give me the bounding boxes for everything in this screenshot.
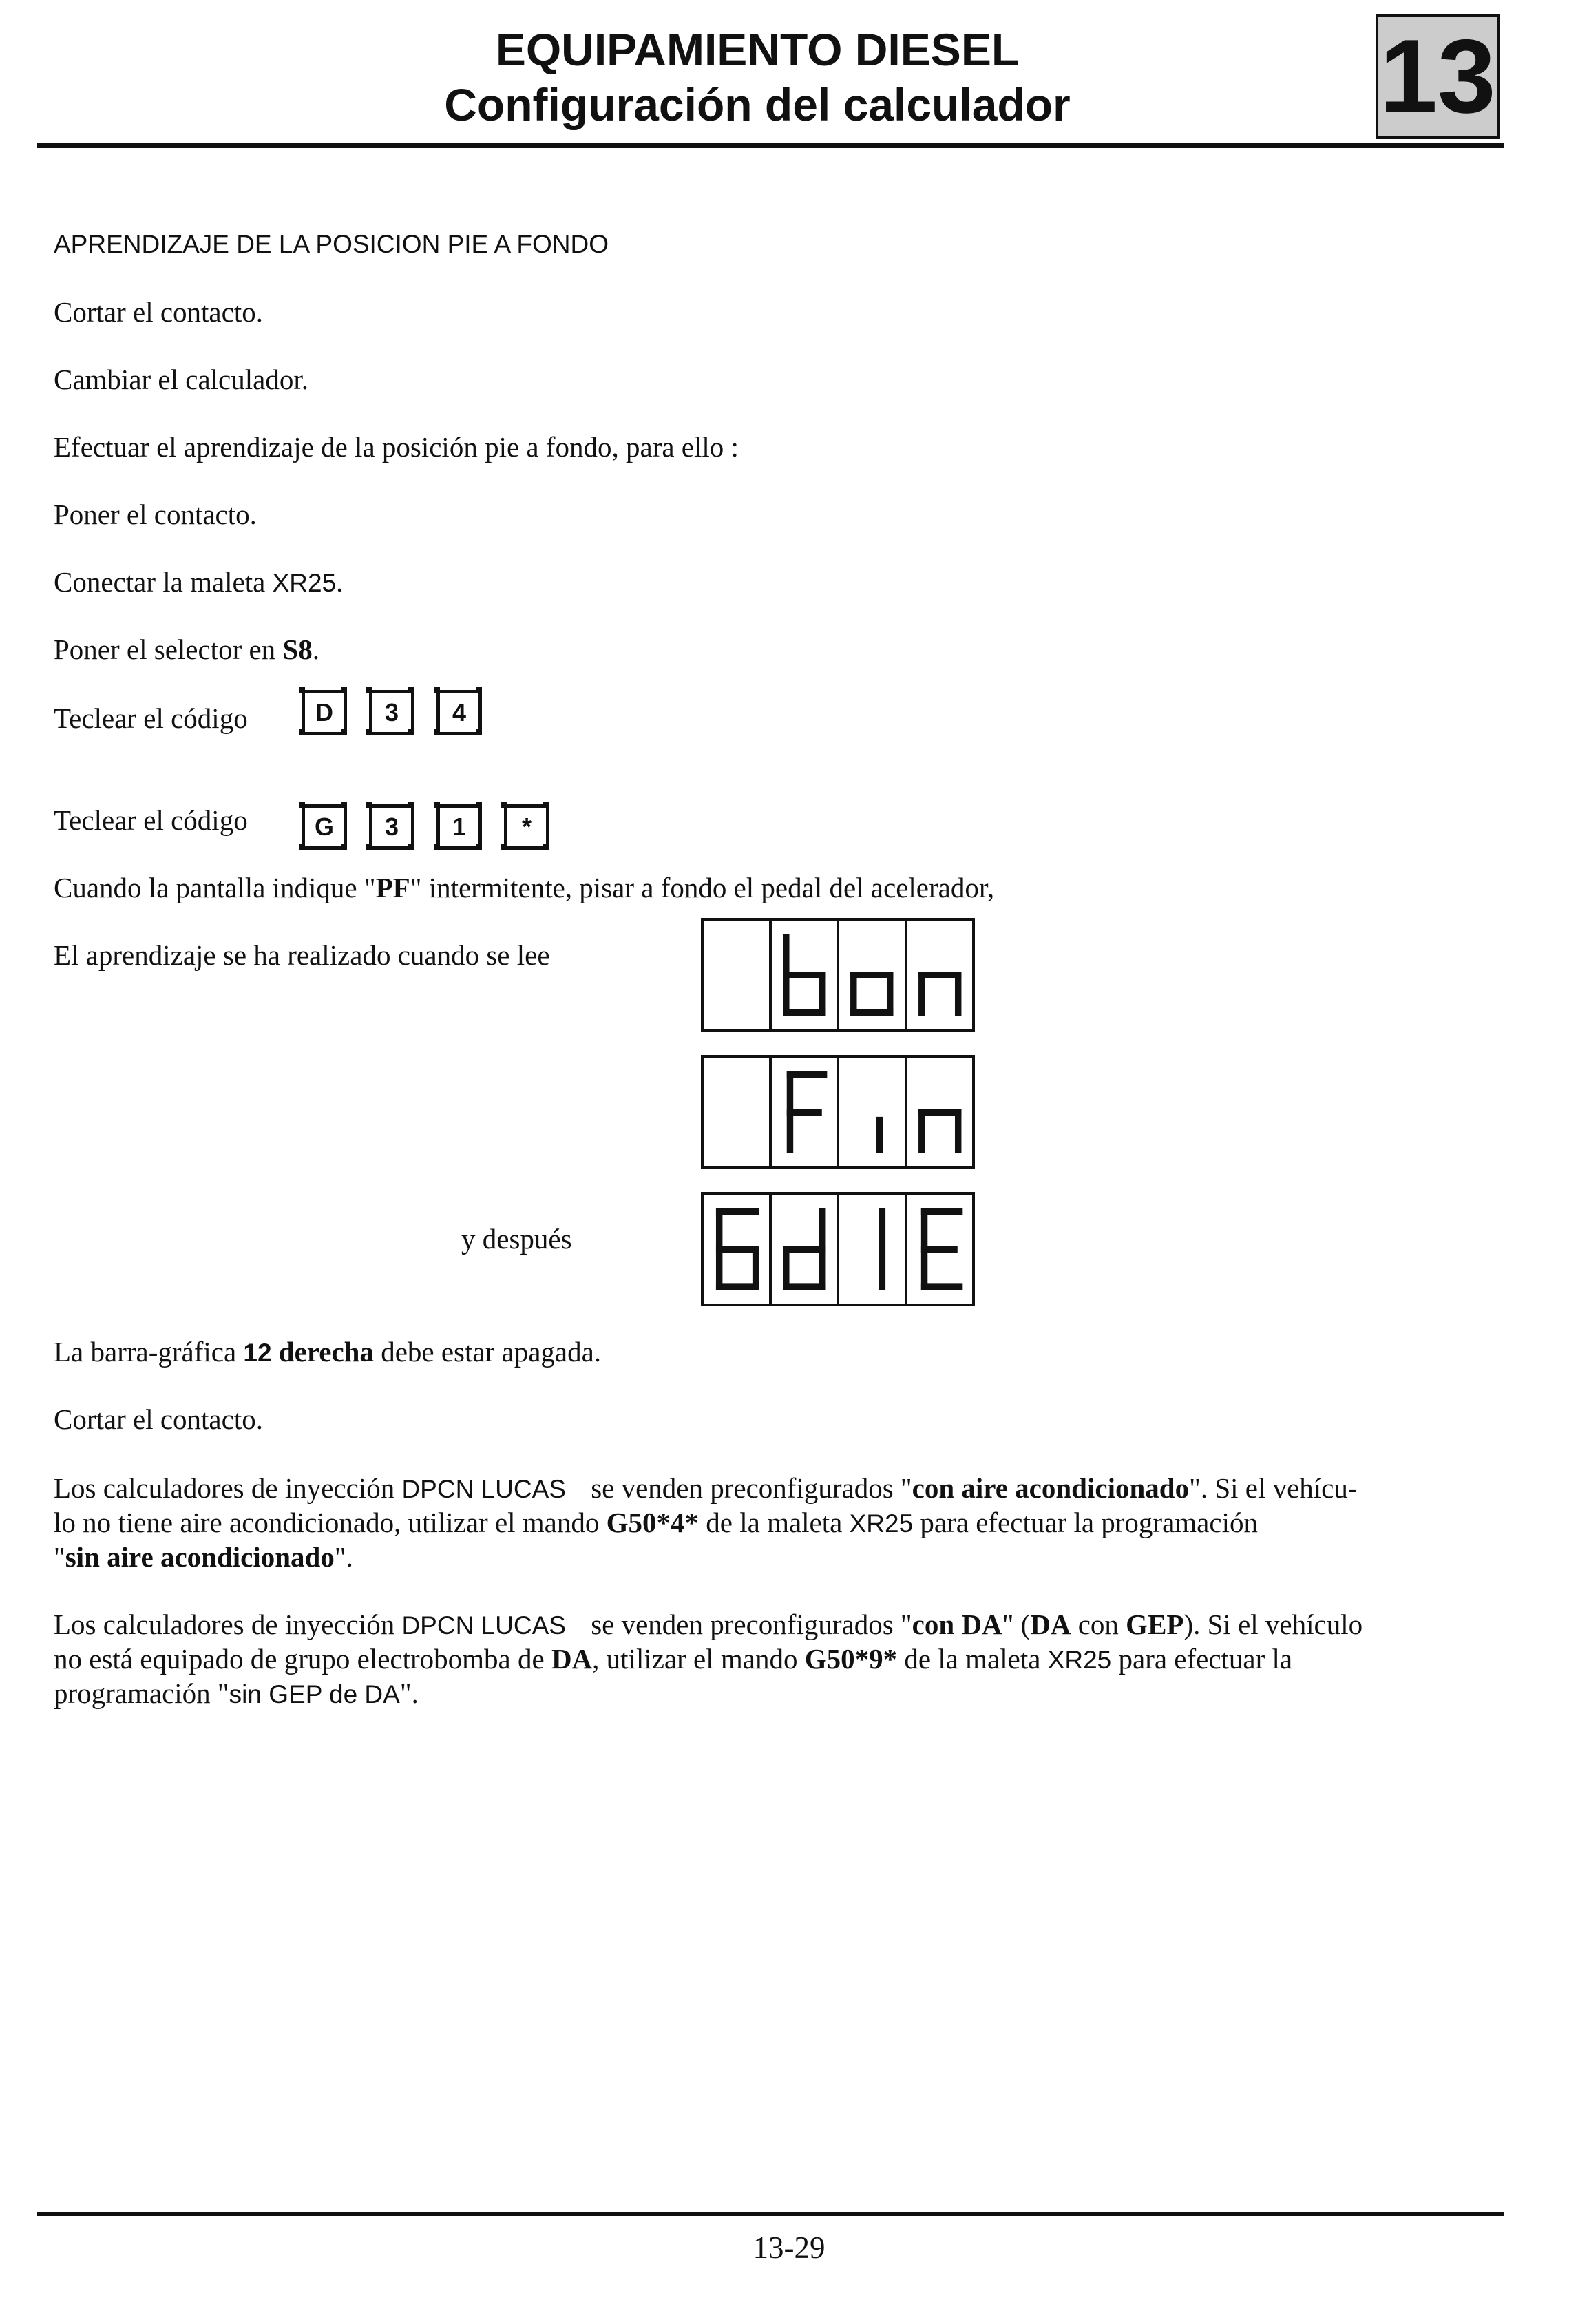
footer-rule [37,2212,1504,2216]
display-digit [907,1195,973,1304]
para1-line1: Los calculadores de inyección DPCN LUCAS se venden preconfigurados "con aire acondicionado". Si el vehícu- [54,1472,1358,1504]
display-digit [772,1195,840,1304]
then-text: y después [461,1223,572,1255]
para2-line1: Los calculadores de inyección DPCN LUCAS se venden preconfigurados "con DA" (DA con GEP). Si el vehículo [54,1609,1363,1640]
display-6die [701,1192,975,1306]
segment-glyph-E [907,1195,973,1304]
para2-line2: no está equipado de grupo electrobomba de DA, utilizar el mando G50*9* de la maleta XR25 para efectuar la [54,1643,1293,1675]
header-rule [37,143,1504,148]
display-digit [839,1058,907,1166]
display-digit [839,921,907,1029]
display-digit [839,1195,907,1304]
step-connect-xr25: Conectar la maleta XR25. [54,566,344,598]
segment-glyph-I [839,1195,905,1304]
segment-glyph-blank [704,1058,769,1166]
code-label-1: Teclear el código [54,702,248,734]
learned-text: El aprendizaje se ha realizado cuando se lee [54,939,550,971]
bar-graph-note: La barra-gráfica 12 derecha debe estar apagada. [54,1336,602,1368]
display-digit [704,1058,772,1166]
pf-instruction: Cuando la pantalla indique "PF" intermitente, pisar a fondo el pedal del acelerador, [54,872,995,903]
step-cut-ignition: Cortar el contacto. [54,296,263,328]
section-heading: APRENDIZAJE DE LA POSICION PIE A FONDO [54,230,609,258]
segment-glyph-i [839,1058,905,1166]
segment-glyph-n [907,921,973,1029]
display-fin [701,1055,975,1169]
para1-line2: lo no tiene aire acondicionado, utilizar el mando G50*4* de la maleta XR25 para efectuar la programación [54,1507,1258,1538]
page-subtitle: Configuración del calculador [444,79,1071,130]
step-change-ecu: Cambiar el calculador. [54,364,308,395]
page-title: EQUIPAMIENTO DIESEL [495,24,1020,75]
segment-glyph-b [772,921,837,1029]
keypad-key: G [302,804,347,850]
display-digit [907,1058,973,1166]
keypad-key: D [302,690,347,735]
keypad-key: 3 [369,690,414,735]
step-selector: Poner el selector en S8. [54,634,319,665]
display-digit [704,1195,772,1304]
segment-glyph-o [839,921,905,1029]
keypad-key: * [504,804,549,850]
para1-line3: "sin aire acondicionado". [54,1541,353,1573]
code-label-2: Teclear el código [54,804,248,836]
keypad-key: 3 [369,804,414,850]
keypad-key: 4 [436,690,482,735]
step-cut-ignition-2: Cortar el contacto. [54,1403,263,1435]
para2-line3: programación "sin GEP de DA". [54,1677,419,1709]
display-bon [701,918,975,1032]
segment-glyph-blank [704,921,769,1029]
chapter-number-badge: 13 [1376,14,1500,139]
display-digit [704,921,772,1029]
display-digit [772,1058,840,1166]
segment-glyph-F [772,1058,837,1166]
segment-glyph-6 [704,1195,769,1304]
step-ignition-on: Poner el contacto. [54,499,257,530]
page-number: 13-29 [753,2230,825,2265]
segment-glyph-d [772,1195,837,1304]
segment-glyph-n [907,1058,973,1166]
keypad-key: 1 [436,804,482,850]
display-digit [772,921,840,1029]
display-digit [907,921,973,1029]
step-learning-intro: Efectuar el aprendizaje de la posición pie a fondo, para ello : [54,431,739,463]
